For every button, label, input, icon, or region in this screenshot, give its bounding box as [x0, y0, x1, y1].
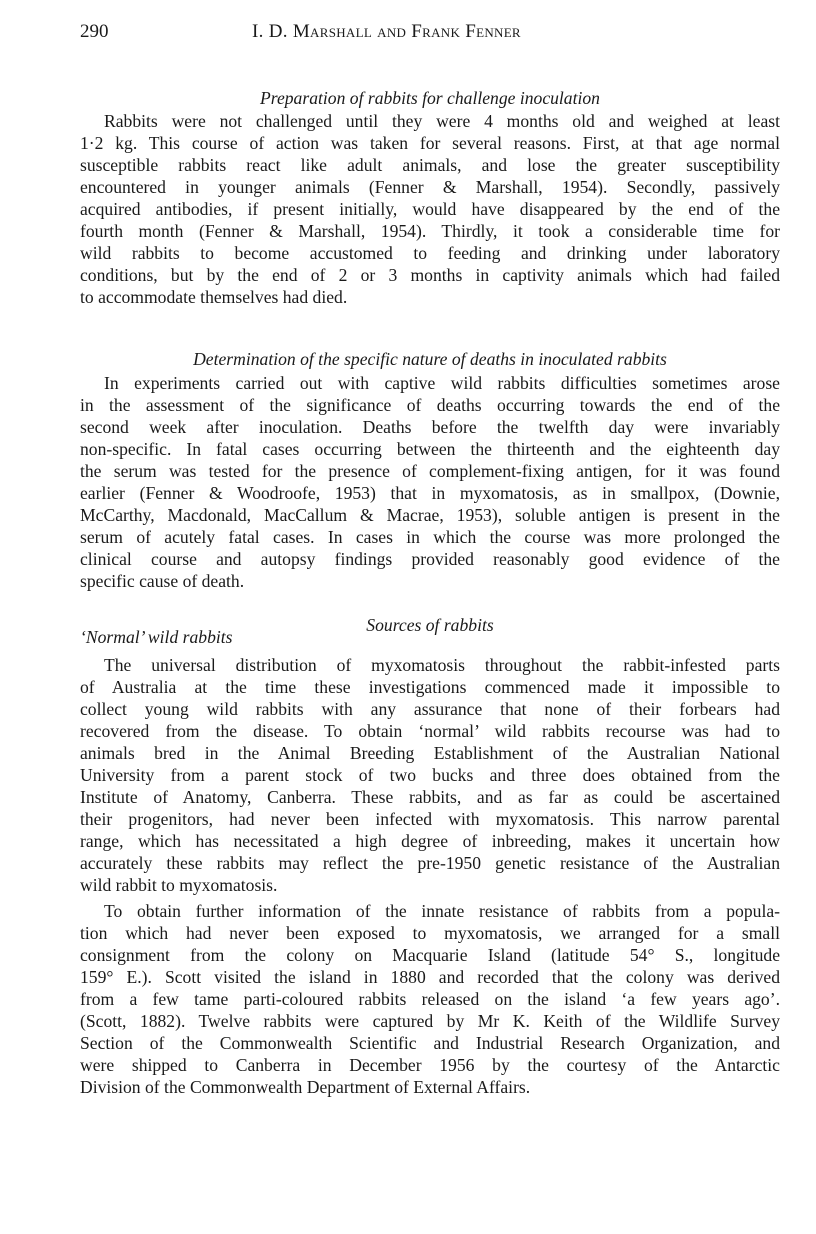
- text-line: wild rabbit to myxomatosis.: [80, 875, 278, 895]
- text-line: from a few tame parti-coloured rabbits released on the island ‘a few years ago’.: [80, 989, 780, 1009]
- text-line: University from a parent stock of two bucks and three does obtained from the: [80, 765, 780, 785]
- text-line: recovered from the disease. To obtain ‘normal’ wild rabbits recourse was had to: [80, 721, 780, 741]
- text-line: to accommodate themselves had died.: [80, 287, 348, 307]
- text-line: serum of acutely fatal cases. In cases in which the course was more prolonged the: [80, 527, 780, 547]
- text-line: susceptible rabbits react like adult animals, and lose the greater susceptibility: [80, 155, 780, 175]
- text-line: McCarthy, Macdonald, MacCallum & Macrae, 1953), soluble antigen is present in the: [80, 505, 780, 525]
- text-line: tion which had never been exposed to myxomatosis, we arranged for a small: [80, 923, 780, 943]
- text-line: 1·2 kg. This course of action was taken for several reasons. First, at that age normal: [80, 133, 780, 153]
- text-line: Rabbits were not challenged until they were 4 months old and weighed at least: [104, 111, 780, 131]
- text-line: consignment from the colony on Macquarie Island (latitude 54° S., longitude: [80, 945, 780, 965]
- paragraph-determination: [80, 372, 780, 592]
- text-line: Section of the Commonwealth Scientific and Industrial Research Organization, and: [80, 1033, 780, 1053]
- text-line: animals bred in the Animal Breeding Establishment of the Australian National: [80, 743, 780, 763]
- text-line: The universal distribution of myxomatosis throughout the rabbit-infested parts: [104, 655, 780, 675]
- text-line: were shipped to Canberra in December 1956 by the courtesy of the Antarctic: [80, 1055, 780, 1075]
- text-line: In experiments carried out with captive wild rabbits difficulties sometimes arose: [104, 373, 780, 393]
- text-line: earlier (Fenner & Woodroofe, 1953) that in myxomatosis, as in smallpox, (Downie,: [80, 483, 780, 503]
- text-line: encountered in younger animals (Fenner & Marshall, 1954). Secondly, passively: [80, 177, 780, 197]
- text-line: To obtain further information of the innate resistance of rabbits from a popula-: [104, 901, 780, 921]
- text-line: Institute of Anatomy, Canberra. These rabbits, and as far as could be ascertained: [80, 787, 780, 807]
- text-line: non-specific. In fatal cases occurring between the thirteenth and the eighteenth day: [80, 439, 780, 459]
- paragraph-normal-rabbits: [80, 654, 780, 896]
- text-line: accurately these rabbits may reflect the pre-1950 genetic resistance of the Australian: [80, 853, 780, 873]
- text-line: acquired antibodies, if present initially, would have disappeared by the end of the: [80, 199, 780, 219]
- text-line: their progenitors, had never been infected with myxomatosis. This narrow parental: [80, 809, 780, 829]
- text-line: clinical course and autopsy findings provided reasonably good evidence of the: [80, 549, 780, 569]
- paragraph-preparation: [80, 110, 780, 308]
- text-line: fourth month (Fenner & Marshall, 1954). Thirdly, it took a considerable time for: [80, 221, 780, 241]
- text-line: range, which has necessitated a high degree of inbreeding, makes it uncertain how: [80, 831, 780, 851]
- section-heading-determination: Determination of the specific nature of deaths in inoculated rabbits: [193, 349, 667, 369]
- text-line: in the assessment of the significance of deaths occurring towards the end of the: [80, 395, 780, 415]
- text-line: specific cause of death.: [80, 571, 245, 591]
- text-line: conditions, but by the end of 2 or 3 months in captivity animals which had failed: [80, 265, 780, 285]
- running-title: I. D. Marshall and Frank Fenner: [252, 21, 521, 42]
- text-line: the serum was tested for the presence of complement-fixing antigen, for it was found: [80, 461, 780, 481]
- page-number: 290: [80, 21, 109, 42]
- section-heading-preparation: Preparation of rabbits for challenge inoculation: [260, 88, 600, 108]
- paragraph-macquarie-island: [80, 900, 780, 1098]
- text-line: collect young wild rabbits with any assurance that none of their forbears had: [80, 699, 780, 719]
- text-line: Division of the Commonwealth Department of External Affairs.: [80, 1077, 531, 1097]
- section-heading-sources: Sources of rabbits: [366, 615, 494, 635]
- text-line: wild rabbits to become accustomed to feeding and drinking under laboratory: [80, 243, 780, 263]
- text-line: of Australia at the time these investigations commenced made it impossible to: [80, 677, 780, 697]
- subheading-normal-wild-rabbits: ‘Normal’ wild rabbits: [80, 627, 233, 647]
- text-line: (Scott, 1882). Twelve rabbits were captured by Mr K. Keith of the Wildlife Survey: [80, 1011, 780, 1031]
- text-line: 159° E.). Scott visited the island in 1880 and recorded that the colony was derived: [80, 967, 780, 987]
- text-line: second week after inoculation. Deaths before the twelfth day were invariably: [80, 417, 780, 437]
